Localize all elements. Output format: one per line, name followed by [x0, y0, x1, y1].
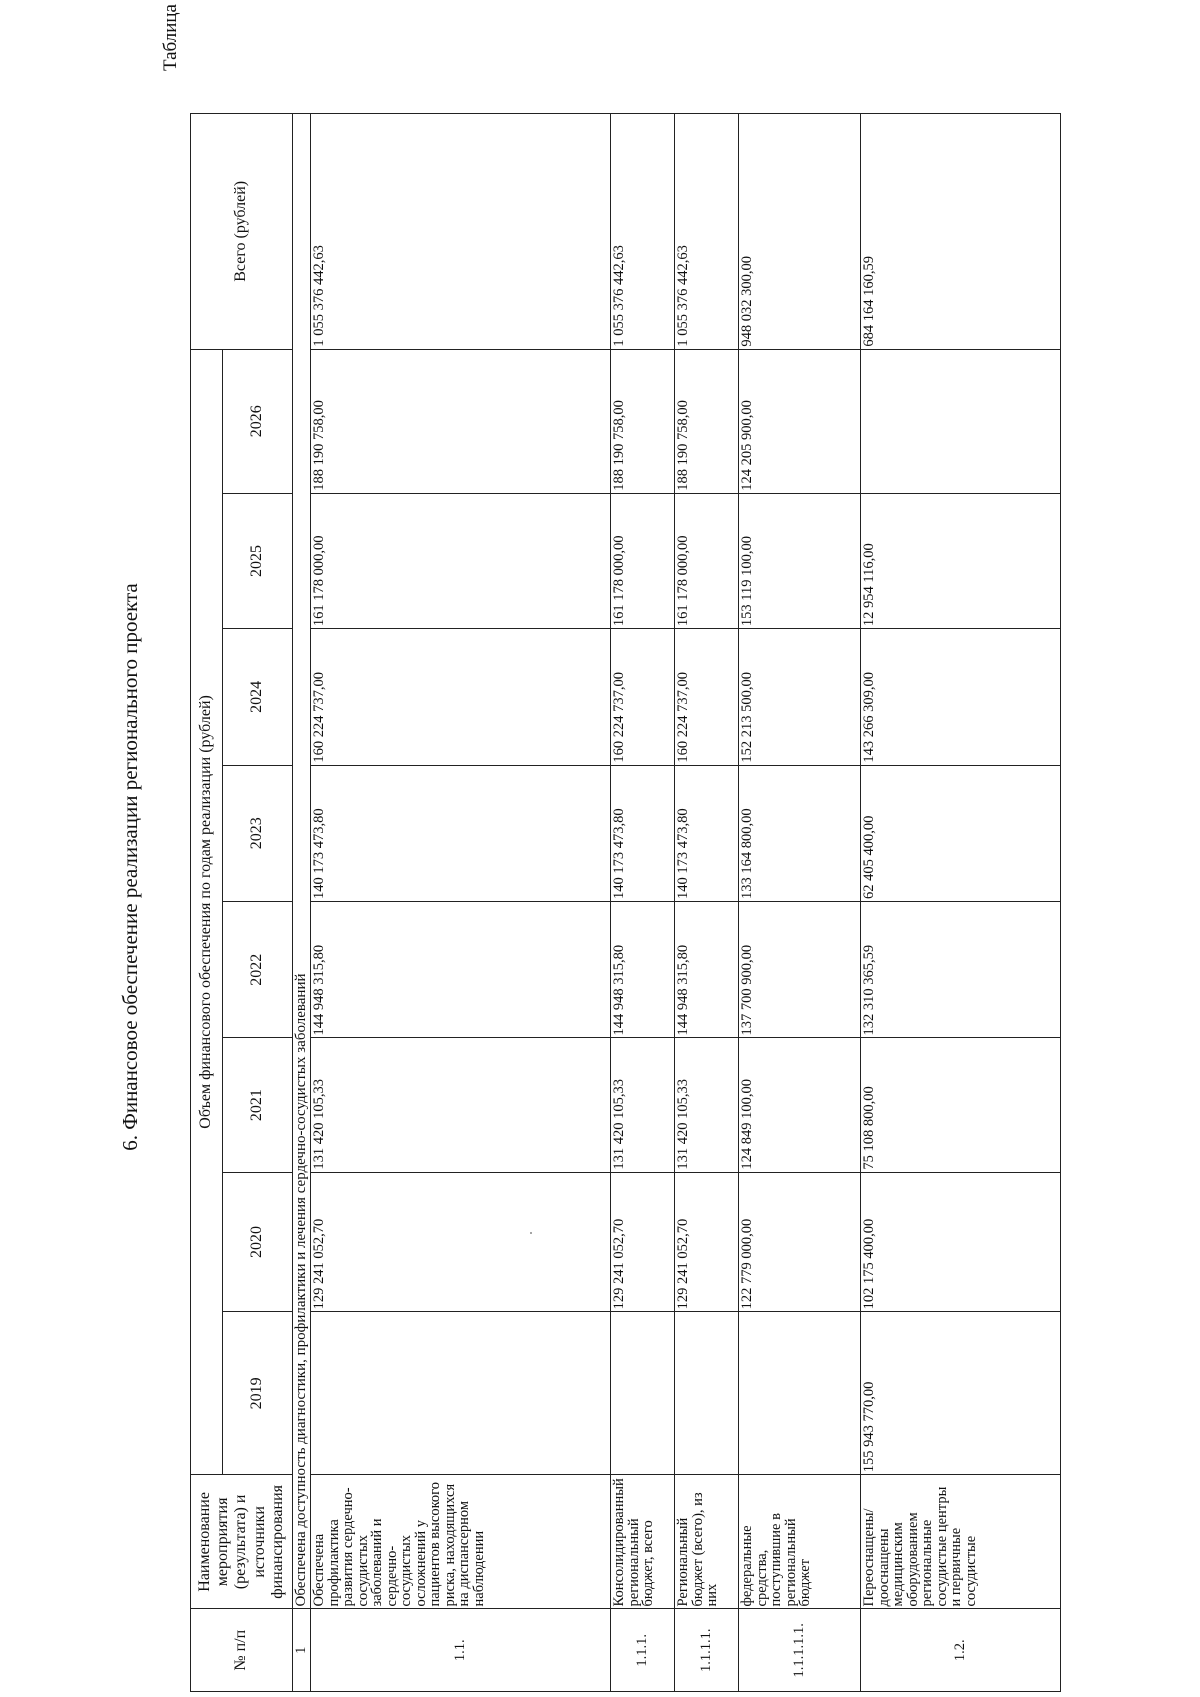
table-row — [675, 114, 739, 1692]
row-value: 140 173 473,80 — [311, 765, 611, 901]
header-year: 2025 — [223, 493, 293, 628]
row-value — [311, 1312, 611, 1475]
row-value: 129 241 052,70 — [311, 1172, 611, 1312]
row-value: 152 213 500,00 — [739, 629, 861, 765]
row-value: 131 420 105,33 — [311, 1038, 611, 1172]
row-name: Консолидированный региональный бюджет, всего — [611, 1475, 675, 1609]
row-value: 122 779 000,00 — [739, 1172, 861, 1312]
table-row-section — [293, 114, 311, 1692]
row-value: 129 241 052,70 — [611, 1172, 675, 1312]
header-volume: Объем финансового обеспечения по годам реализации (рублей) — [191, 349, 223, 1475]
row-value: 160 224 737,00 — [611, 629, 675, 765]
header-num: № п/п — [191, 1609, 293, 1692]
row-value: 161 178 000,00 — [675, 493, 739, 628]
row-value: 12 954 116,00 — [861, 493, 1061, 628]
row-value: 161 178 000,00 — [311, 493, 611, 628]
row-value: 140 173 473,80 — [675, 765, 739, 901]
row-value: 131 420 105,33 — [611, 1038, 675, 1172]
header-year: 2024 — [223, 629, 293, 765]
row-total: 1 055 376 442,63 — [675, 114, 739, 350]
row-value: 124 849 100,00 — [739, 1038, 861, 1172]
row-value: 140 173 473,80 — [611, 765, 675, 901]
row-name: Региональный бюджет (всего), из них — [675, 1475, 739, 1609]
row-num: 1.1.1.1.1. — [739, 1609, 861, 1692]
row-value: 153 119 100,00 — [739, 493, 861, 628]
row-value: 188 190 758,00 — [675, 349, 739, 493]
header-year: 2021 — [223, 1038, 293, 1172]
header-year: 2020 — [223, 1172, 293, 1312]
table-row — [611, 114, 675, 1692]
row-value: 102 175 400,00 — [861, 1172, 1061, 1312]
table-row — [311, 114, 611, 1692]
header-year: 2026 — [223, 349, 293, 493]
row-value: 131 420 105,33 — [675, 1038, 739, 1172]
row-value: 129 241 052,70 — [675, 1172, 739, 1312]
row-value: 155 943 770,00 — [861, 1312, 1061, 1475]
row-value: 188 190 758,00 — [311, 349, 611, 493]
row-value: 143 266 309,00 — [861, 629, 1061, 765]
header-year: 2023 — [223, 765, 293, 901]
row-value: 75 108 800,00 — [861, 1038, 1061, 1172]
row-value: 133 164 800,00 — [739, 765, 861, 901]
row-value — [739, 1312, 861, 1475]
row-value: 62 405 400,00 — [861, 765, 1061, 901]
table-row — [861, 114, 1061, 1692]
table-row — [739, 114, 861, 1692]
row-value: 137 700 900,00 — [739, 902, 861, 1038]
table-caption: Таблица — [160, 4, 181, 72]
row-total: 948 032 300,00 — [739, 114, 861, 350]
header-year: 2019 — [223, 1312, 293, 1475]
header-name: Наименование мероприятия (результата) и источники финансирования — [191, 1475, 293, 1609]
row-num: 1.1.1. — [611, 1609, 675, 1692]
row-total: 684 164 160,59 — [861, 114, 1061, 350]
row-value — [861, 349, 1061, 493]
row-num: 1.1. — [311, 1609, 611, 1692]
row-value: 144 948 315,80 — [611, 902, 675, 1038]
row-value: 144 948 315,80 — [675, 902, 739, 1038]
row-total: 1 055 376 442,63 — [311, 114, 611, 350]
finance-table — [190, 113, 1061, 1692]
row-name: федеральные средства, поступившие в региональный бюджет — [739, 1475, 861, 1609]
row-value: 132 310 365,59 — [861, 902, 1061, 1038]
row-total: 1 055 376 442,63 — [611, 114, 675, 350]
row-value: 144 948 315,80 — [311, 902, 611, 1038]
row-num: 1.1.1.1. — [675, 1609, 739, 1692]
row-value: 160 224 737,00 — [311, 629, 611, 765]
header-year: 2022 — [223, 902, 293, 1038]
header-total: Всего (рублей) — [191, 114, 293, 350]
row-value: 161 178 000,00 — [611, 493, 675, 628]
row-value: 124 205 900,00 — [739, 349, 861, 493]
row-name: Переоснащены/дооснащены медицинским оборудованием региональные сосудистые центры и первичные сосудистые — [861, 1475, 1061, 1609]
row-value: 160 224 737,00 — [675, 629, 739, 765]
section-num: 1 — [293, 1609, 311, 1692]
section-name: Обеспечена доступность диагностики, профилактики и лечения сердечно-сосудистых заболеваний — [293, 114, 311, 1609]
document-title: 6. Финансовое обеспечение реализации регионального проекта — [118, 583, 142, 1151]
row-value: 188 190 758,00 — [611, 349, 675, 493]
row-name: Обеспечена профилактика развития сердечно-сосудистых заболеваний и сердечно-сосудистых осложнений у пациентов высокого риска, находящихся на диспансерном наблюдении — [311, 1475, 611, 1609]
row-num: 1.2. — [861, 1609, 1061, 1692]
row-value — [675, 1312, 739, 1475]
row-value — [611, 1312, 675, 1475]
